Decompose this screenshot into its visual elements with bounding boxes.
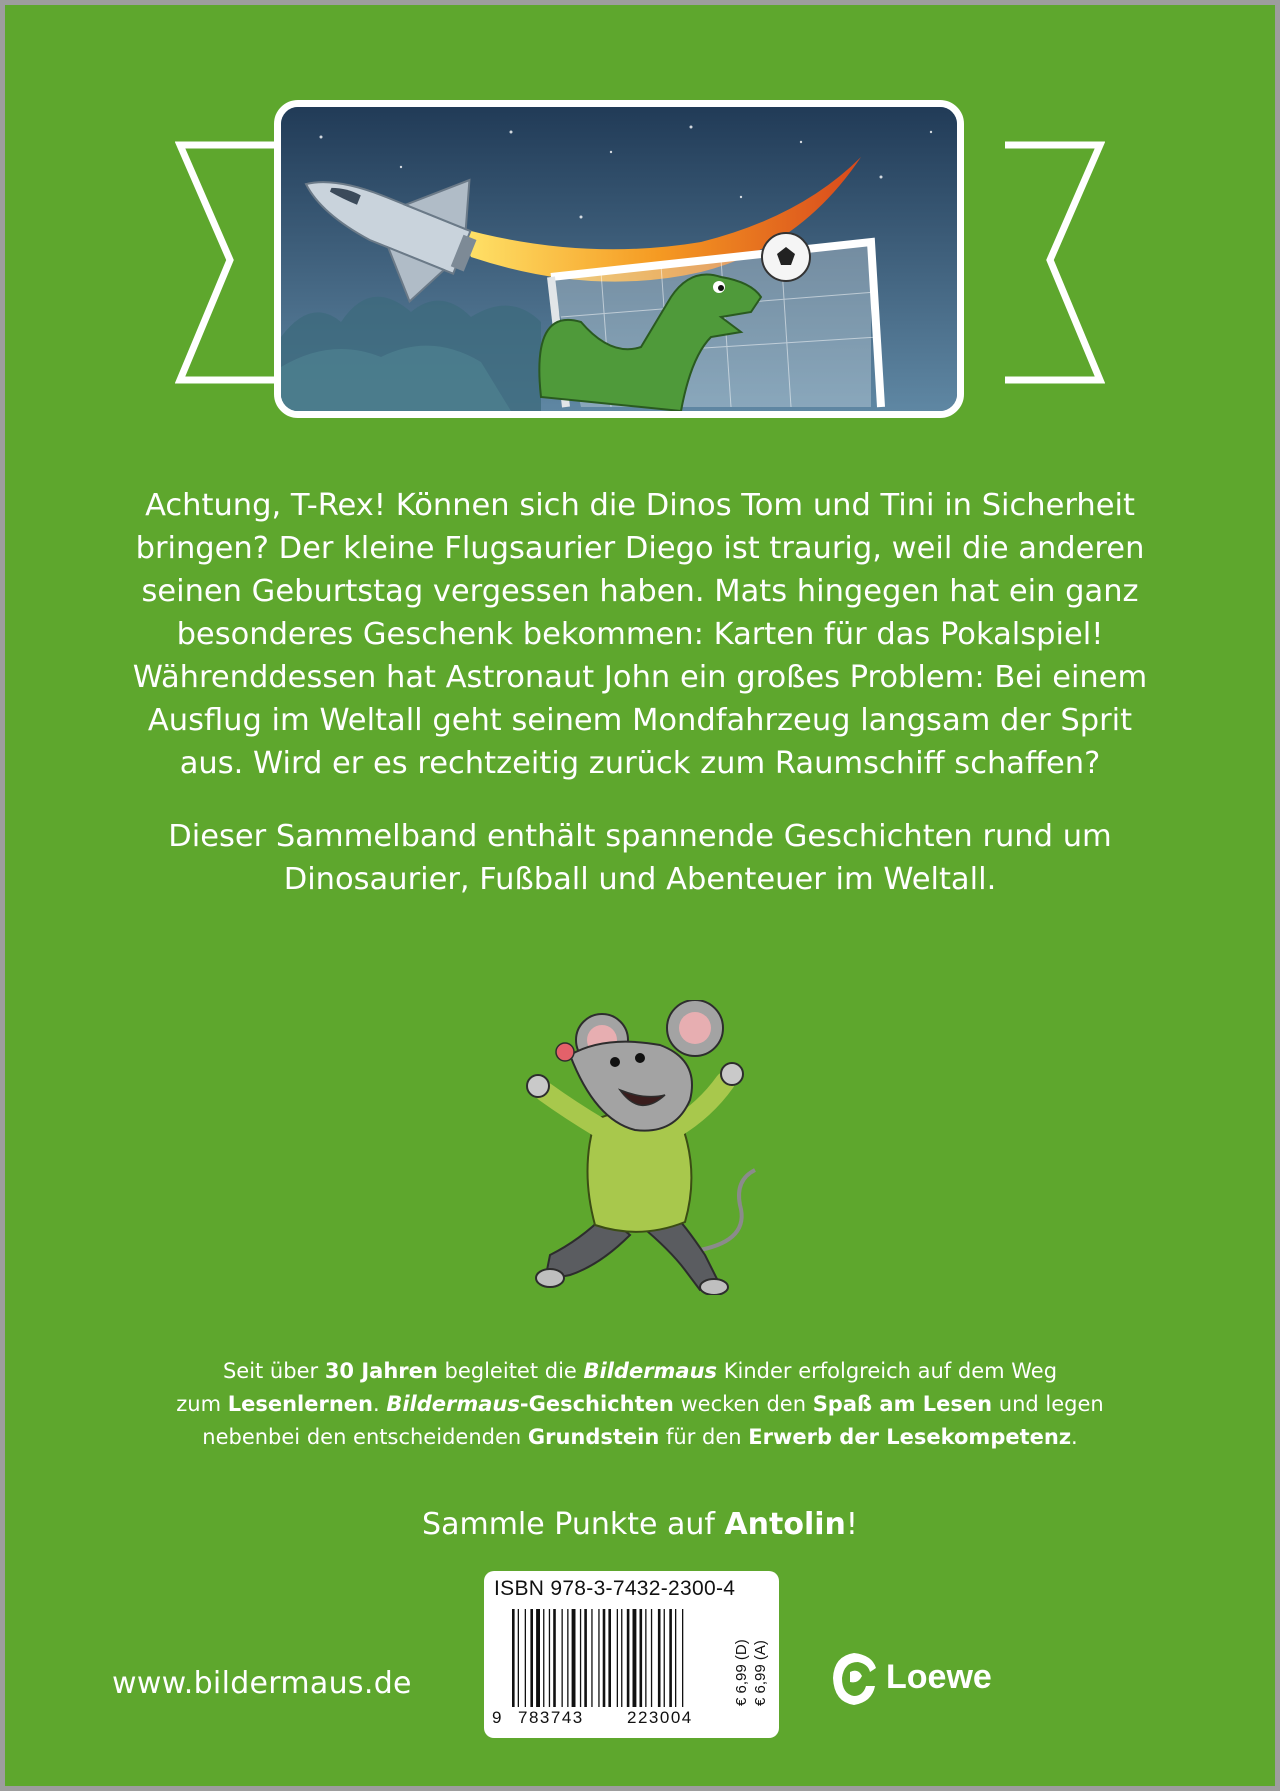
promo-highlight: Lesenlernen [227,1392,373,1416]
promo-text: nebenbei den entscheidenden [202,1425,528,1449]
price-austria: € 6,99 (A) [752,1640,769,1706]
description-line: Ausflug im Weltall geht seinem Mondfahrzeug langsam der Sprit [147,703,1133,738]
series-name: Bildermaus [386,1392,520,1416]
description-line: besonderes Geschenk bekommen: Karten für das Pokalspiel! [176,617,1104,652]
collection-summary [110,815,1170,901]
series-name: Bildermaus [583,1359,718,1383]
description-line: aus. Wird er es rechtzeitig zurück zum Raumschiff schaffen? [179,746,1101,781]
website-url: www.bildermaus.de [112,1666,412,1701]
promo-text: . [1071,1425,1078,1449]
isbn-barcode-box [484,1571,779,1738]
mouse-mascot-illustration [510,1000,770,1295]
barcode-digits-right: 223004 [627,1708,693,1727]
promo-highlight: Erwerb der Lesekompetenz [748,1425,1072,1449]
book-description [110,484,1170,901]
summary-line: Dinosaurier, Fußball und Abenteuer im Weltall. [283,862,997,897]
antolin-suffix: ! [845,1507,858,1542]
cover-illustration [274,100,964,418]
promo-text: für den [659,1425,749,1449]
summary-line: Dieser Sammelband enthält spannende Geschichten rund um [168,819,1112,854]
description-line: bringen? Der kleine Flugsaurier Diego ist traurig, weil die anderen [135,531,1145,566]
barcode-digits-left: 783743 [518,1708,584,1727]
publisher-logo [828,1650,1038,1712]
isbn-number: ISBN 978-3-7432-2300-4 [494,1577,736,1600]
barcode [512,1609,724,1707]
description-paragraph [110,484,1170,785]
promo-highlight: 30 Jahren [324,1359,438,1383]
promo-highlight: Grundstein [527,1425,660,1449]
barcode-digit-first: 9 [492,1708,502,1727]
promo-highlight: Spaß am Lesen [812,1392,993,1416]
description-line: Achtung, T-Rex! Können sich die Dinos Tom und Tini in Sicherheit [145,488,1135,523]
antolin-name: Antolin [724,1507,846,1542]
antolin-text: Sammle Punkte auf [422,1507,725,1542]
price-germany: € 6,99 (D) [733,1639,750,1706]
publisher-name: Loewe [886,1658,992,1696]
promo-text: begleitet die [437,1359,584,1383]
lion-icon [828,1650,880,1708]
promo-text: wecken den [673,1392,813,1416]
description-line: Währenddessen hat Astronaut John ein großes Problem: Bei einem [132,660,1148,695]
antolin-callout [120,1507,1160,1542]
promo-highlight: -Geschichten [519,1392,674,1416]
promo-text: Kinder erfolgreich auf dem Weg [717,1359,1058,1383]
promo-text: und legen [992,1392,1104,1416]
series-promo-text [120,1355,1160,1454]
promo-text: Seit über [222,1359,325,1383]
description-line: seinen Geburtstag vergessen haben. Mats hingegen hat ein ganz [141,574,1139,609]
promo-text: zum [176,1392,228,1416]
promo-text: . [372,1392,387,1416]
